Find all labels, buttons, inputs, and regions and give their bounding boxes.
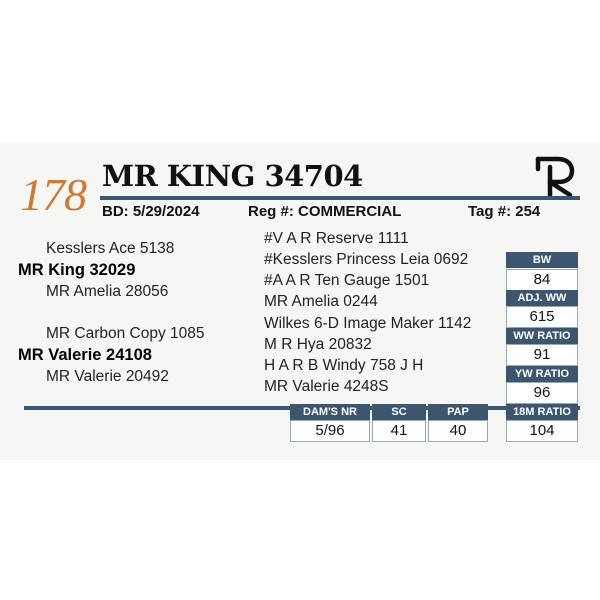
title-rule [100,196,580,200]
ranch-logo-icon [534,155,578,197]
dams-nr-label: DAM'S NR [290,404,370,420]
bw-value: 84 [506,269,578,291]
great-grandparent: #Kesslers Princess Leia 0692 [264,251,469,268]
pap-label: PAP [428,404,488,420]
sire-dam: MR Amelia 28056 [46,283,169,300]
ww-ratio-value: 91 [506,344,578,366]
great-grandparent: #A A R Ten Gauge 1501 [264,272,430,289]
sc-value: 41 [372,420,426,442]
ww-ratio-label: WW RATIO [506,328,578,344]
yw-ratio-label: YW RATIO [506,366,578,382]
great-grandparent: #V A R Reserve 1111 [264,230,409,247]
tag-number: Tag #: 254 [468,203,541,220]
great-grandparent: MR Amelia 0244 [264,293,378,310]
sc-label: SC [372,404,426,420]
great-grandparent: H A R B Windy 758 J H [264,357,424,374]
yw-ratio-value: 96 [506,382,578,404]
great-grandparent: Wilkes 6-D Image Maker 1142 [264,315,472,332]
great-grandparent: MR Valerie 4248S [264,378,389,395]
registration-number: Reg #: COMMERCIAL [248,203,402,220]
bw-label: BW [506,252,578,268]
great-grandparent: M R Hya 20832 [264,336,372,353]
ratio-18m-value: 104 [506,420,578,442]
birthdate: BD: 5/29/2024 [102,203,200,220]
dams-nr-value: 5/96 [290,420,370,442]
adj-ww-value: 615 [506,306,578,328]
ratio-18m-label: 18M RATIO [506,404,578,420]
pap-value: 40 [428,420,488,442]
lot-number: 178 [20,169,86,220]
animal-title: MR KING 34704 [102,159,363,193]
dam-dam: MR Valerie 20492 [46,368,169,385]
adj-ww-label: ADJ. WW [506,290,578,306]
dam-sire: MR Carbon Copy 1085 [46,325,205,342]
dam: MR Valerie 24108 [18,346,152,364]
sire: MR King 32029 [18,261,136,279]
sire-sire: Kesslers Ace 5138 [46,240,175,257]
